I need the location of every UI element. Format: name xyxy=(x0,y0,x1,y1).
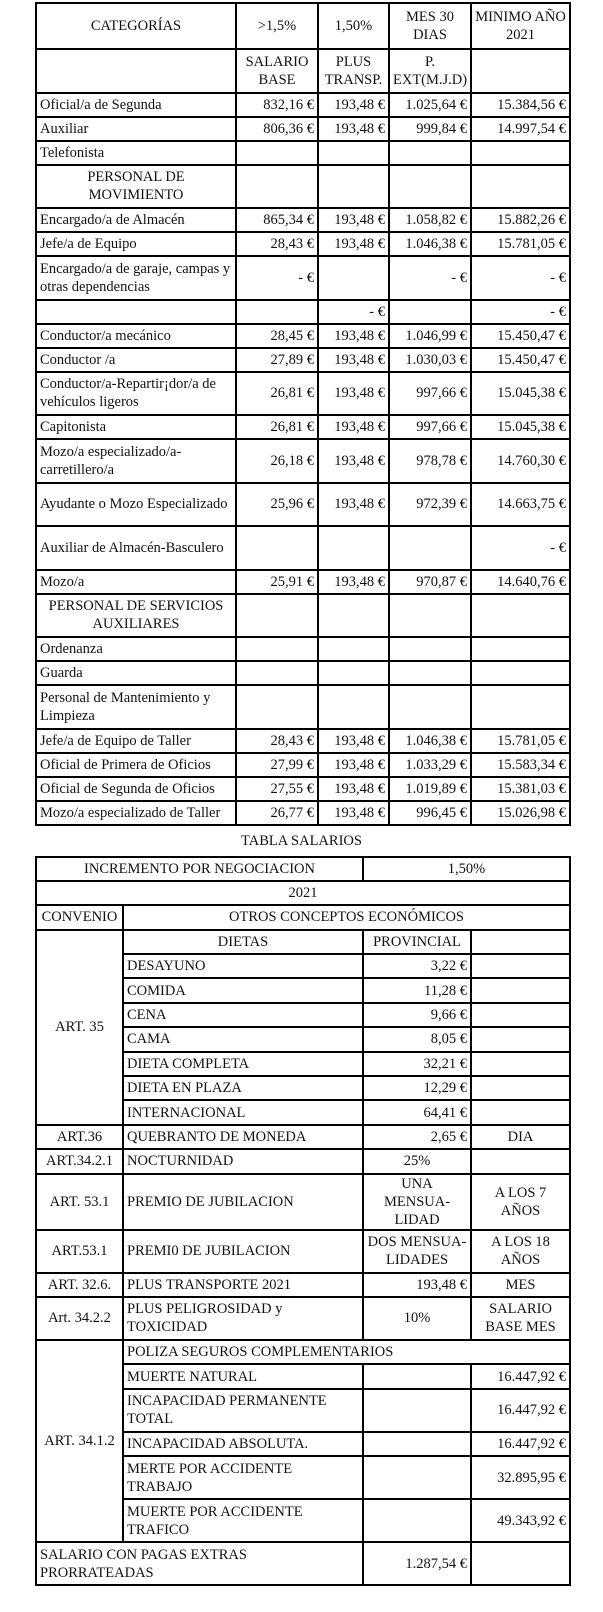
table-row xyxy=(36,165,570,209)
article-label: ART. 53.1 xyxy=(36,1174,123,1230)
subheader-empty-2 xyxy=(471,49,570,93)
dietas-header-row xyxy=(36,930,570,954)
concept-unit: SALARIO BASE MES xyxy=(471,1297,570,1340)
plus-transporte-cell: 193,48 € xyxy=(318,483,389,527)
table-row xyxy=(36,256,570,300)
plus-transporte-cell: 193,48 € xyxy=(318,324,389,348)
salario-base-cell xyxy=(236,594,318,638)
table-row xyxy=(36,594,570,638)
category-label: Auxiliar de Almacén-Basculero xyxy=(36,526,236,570)
article-label: ART.34.2.1 xyxy=(36,1149,123,1173)
article-label: ART.36 xyxy=(36,1125,123,1149)
dieta-label: INTERNACIONAL xyxy=(123,1100,363,1124)
table-row xyxy=(36,117,570,141)
plus-transporte-cell: 193,48 € xyxy=(318,348,389,372)
poliza-label: MUERTE NATURAL xyxy=(123,1364,363,1388)
concept-value: 2,65 € xyxy=(363,1125,471,1149)
empty-cell xyxy=(471,1542,570,1585)
dieta-label: DESAYUNO xyxy=(123,954,363,978)
empty-cell xyxy=(471,954,570,978)
increment-value: 1,50% xyxy=(363,857,570,881)
plus-transporte-cell xyxy=(318,526,389,570)
table-row xyxy=(36,526,570,570)
subheader-row xyxy=(36,49,570,93)
header-minimo: MINIMO AÑO 2021 xyxy=(471,3,570,49)
salario-base-cell: 28,43 € xyxy=(236,729,318,753)
dieta-value: 9,66 € xyxy=(363,1003,471,1027)
plus-transporte-cell: 193,48 € xyxy=(318,372,389,416)
table-row xyxy=(36,570,570,594)
table-row xyxy=(36,483,570,527)
salario-base-cell: 27,89 € xyxy=(236,348,318,372)
salario-base-cell: 28,43 € xyxy=(236,232,318,256)
concept-label: PREMI0 DE JUBILACION xyxy=(123,1230,363,1273)
salario-base-cell: 806,36 € xyxy=(236,117,318,141)
minimo-anual-cell: 15.882,26 € xyxy=(471,208,570,232)
category-label: Conductor/a-Repartir¡dor/a de vehículos ligeros xyxy=(36,372,236,416)
concept-unit: MES xyxy=(471,1273,570,1297)
year-row xyxy=(36,881,570,905)
plus-transporte-cell xyxy=(318,637,389,661)
empty-cell xyxy=(471,978,570,1002)
salario-base-cell xyxy=(236,165,318,209)
paga-extra-cell xyxy=(389,526,471,570)
empty-cell xyxy=(363,1499,471,1542)
paga-extra-cell: 972,39 € xyxy=(389,483,471,527)
minimo-anual-cell xyxy=(471,141,570,165)
paga-extra-cell: 996,45 € xyxy=(389,801,471,825)
paga-extra-cell xyxy=(389,300,471,324)
salario-base-cell: 25,91 € xyxy=(236,570,318,594)
minimo-anual-cell: 14.640,76 € xyxy=(471,570,570,594)
minimo-anual-cell: 15.384,56 € xyxy=(471,93,570,117)
art3412-label: ART. 34.1.2 xyxy=(36,1340,123,1542)
poliza-label: INCAPACIDAD PERMANENTE TOTAL xyxy=(123,1389,363,1432)
table-row xyxy=(36,324,570,348)
dieta-value: 11,28 € xyxy=(363,978,471,1002)
table-row xyxy=(36,208,570,232)
concept-unit: A LOS 7 AÑOS xyxy=(471,1174,570,1230)
salario-base-cell: 25,96 € xyxy=(236,483,318,527)
paga-extra-cell: 978,78 € xyxy=(389,439,471,483)
salario-base-cell: - € xyxy=(236,256,318,300)
minimo-anual-cell: 15.450,47 € xyxy=(471,324,570,348)
empty-cell xyxy=(471,1100,570,1124)
category-label: Oficial de Primera de Oficios xyxy=(36,753,236,777)
plus-transporte-cell: 193,48 € xyxy=(318,93,389,117)
plus-transporte-cell xyxy=(318,661,389,685)
paga-extra-cell xyxy=(389,594,471,638)
empty-cell xyxy=(471,1052,570,1076)
dieta-value: 64,41 € xyxy=(363,1100,471,1124)
concept-row xyxy=(36,1297,570,1340)
art35-label: ART. 35 xyxy=(36,930,123,1125)
minimo-anual-cell: - € xyxy=(471,526,570,570)
poliza-value: 32.895,95 € xyxy=(471,1456,570,1499)
paga-extra-cell: 1.046,99 € xyxy=(389,324,471,348)
table-row xyxy=(36,93,570,117)
empty-cell xyxy=(363,1456,471,1499)
salary-categories-table xyxy=(35,2,571,826)
plus-transporte-cell: 193,48 € xyxy=(318,801,389,825)
table-row xyxy=(36,348,570,372)
minimo-anual-cell: - € xyxy=(471,256,570,300)
plus-transporte-cell xyxy=(318,594,389,638)
table-row xyxy=(36,300,570,324)
paga-extra-cell: - € xyxy=(389,256,471,300)
concept-unit: DIA xyxy=(471,1125,570,1149)
plus-transporte-cell: 193,48 € xyxy=(318,439,389,483)
salario-base-cell: 865,34 € xyxy=(236,208,318,232)
minimo-anual-cell: 15.583,34 € xyxy=(471,753,570,777)
poliza-value: 16.447,92 € xyxy=(471,1389,570,1432)
plus-transporte-cell: - € xyxy=(318,300,389,324)
concept-label: NOCTURNIDAD xyxy=(123,1149,363,1173)
minimo-anual-cell: 15.781,05 € xyxy=(471,232,570,256)
category-label: Telefonista xyxy=(36,141,236,165)
table-row xyxy=(36,372,570,416)
convenio-row xyxy=(36,905,570,929)
plus-transporte-cell: 193,48 € xyxy=(318,117,389,141)
header-row xyxy=(36,3,570,49)
minimo-anual-cell xyxy=(471,165,570,209)
concept-unit xyxy=(471,1149,570,1173)
plus-transporte-cell xyxy=(318,685,389,729)
salario-base-cell: 26,81 € xyxy=(236,372,318,416)
category-label: Oficial de Segunda de Oficios xyxy=(36,777,236,801)
category-label: Jefe/a de Equipo de Taller xyxy=(36,729,236,753)
subheader-plus-transp: PLUS TRANSP. xyxy=(318,49,389,93)
category-label: Oficial/a de Segunda xyxy=(36,93,236,117)
table-row xyxy=(36,637,570,661)
salario-base-cell: 27,99 € xyxy=(236,753,318,777)
concept-value: UNA MENSUA-LIDAD xyxy=(363,1174,471,1230)
table-row xyxy=(36,141,570,165)
category-label: Mozo/a especializado/a-carretillero/a xyxy=(36,439,236,483)
category-label: Jefe/a de Equipo xyxy=(36,232,236,256)
header-increment: >1,5% xyxy=(236,3,318,49)
paga-extra-cell: 997,66 € xyxy=(389,372,471,416)
plus-transporte-cell xyxy=(318,165,389,209)
empty-cell xyxy=(363,1364,471,1388)
salario-base-cell: 832,16 € xyxy=(236,93,318,117)
dieta-value: 8,05 € xyxy=(363,1027,471,1051)
salario-base-cell: 26,18 € xyxy=(236,439,318,483)
minimo-anual-cell: - € xyxy=(471,300,570,324)
concept-row xyxy=(36,1174,570,1230)
paga-extra-cell: 999,84 € xyxy=(389,117,471,141)
section-heading: PERSONAL DE SERVICIOS AUXILIARES xyxy=(36,594,236,638)
dieta-value: 3,22 € xyxy=(363,954,471,978)
minimo-anual-cell xyxy=(471,637,570,661)
table-row xyxy=(36,753,570,777)
concept-label: PLUS TRANSPORTE 2021 xyxy=(123,1273,363,1297)
minimo-anual-cell: 15.045,38 € xyxy=(471,415,570,439)
empty-cell xyxy=(471,1003,570,1027)
minimo-anual-cell: 15.045,38 € xyxy=(471,372,570,416)
paga-extra-cell: 1.046,38 € xyxy=(389,232,471,256)
concept-label: QUEBRANTO DE MONEDA xyxy=(123,1125,363,1149)
dieta-value: 32,21 € xyxy=(363,1052,471,1076)
otros-conceptos-header: OTROS CONCEPTOS ECONÓMICOS xyxy=(123,905,570,929)
table-row xyxy=(36,661,570,685)
plus-transporte-cell: 193,48 € xyxy=(318,415,389,439)
salario-base-cell xyxy=(236,685,318,729)
category-label: Encargado/a de garaje, campas y otras dependencias xyxy=(36,256,236,300)
plus-transporte-cell: 193,48 € xyxy=(318,729,389,753)
other-concepts-table xyxy=(35,856,571,1587)
table-row xyxy=(36,801,570,825)
category-label: Encargado/a de Almacén xyxy=(36,208,236,232)
paga-extra-cell: 970,87 € xyxy=(389,570,471,594)
poliza-value: 16.447,92 € xyxy=(471,1364,570,1388)
provincial-header: PROVINCIAL xyxy=(363,930,471,954)
article-label: ART.53.1 xyxy=(36,1230,123,1273)
salario-label: SALARIO CON PAGAS EXTRAS PRORRATEADAS xyxy=(36,1542,363,1585)
salario-base-cell: 28,45 € xyxy=(236,324,318,348)
subheader-p-ext: P. EXT(M.J.D) xyxy=(389,49,471,93)
concept-unit: A LOS 18 AÑOS xyxy=(471,1230,570,1273)
minimo-anual-cell xyxy=(471,661,570,685)
table-row xyxy=(36,729,570,753)
plus-transporte-cell: 193,48 € xyxy=(318,208,389,232)
table-row xyxy=(36,439,570,483)
empty-cell xyxy=(471,1027,570,1051)
header-categorias: CATEGORÍAS xyxy=(36,3,236,49)
poliza-header: POLIZA SEGUROS COMPLEMENTARIOS xyxy=(123,1340,570,1364)
concept-value: 193,48 € xyxy=(363,1273,471,1297)
salario-row xyxy=(36,1542,570,1585)
empty-cell xyxy=(363,1389,471,1432)
empty-cell xyxy=(471,1076,570,1100)
minimo-anual-cell: 15.381,03 € xyxy=(471,777,570,801)
minimo-anual-cell: 15.781,05 € xyxy=(471,729,570,753)
table-title: TABLA SALARIOS xyxy=(241,832,362,849)
category-label: Guarda xyxy=(36,661,236,685)
salario-base-cell xyxy=(236,141,318,165)
salario-base-cell xyxy=(236,526,318,570)
subheader-empty xyxy=(36,49,236,93)
header-percent: 1,50% xyxy=(318,3,389,49)
concept-value: DOS MENSUA-LIDADES xyxy=(363,1230,471,1273)
paga-extra-cell xyxy=(389,661,471,685)
table-row xyxy=(36,685,570,729)
concept-row xyxy=(36,1149,570,1173)
category-label: Personal de Mantenimiento y Limpieza xyxy=(36,685,236,729)
dieta-label: DIETA COMPLETA xyxy=(123,1052,363,1076)
dieta-label: CENA xyxy=(123,1003,363,1027)
category-label: Mozo/a especializado de Taller xyxy=(36,801,236,825)
article-label: ART. 32.6. xyxy=(36,1273,123,1297)
plus-transporte-cell: 193,48 € xyxy=(318,753,389,777)
paga-extra-cell: 1.030,03 € xyxy=(389,348,471,372)
category-label: Mozo/a xyxy=(36,570,236,594)
paga-extra-cell xyxy=(389,141,471,165)
plus-transporte-cell: 193,48 € xyxy=(318,777,389,801)
subheader-salario-base: SALARIO BASE xyxy=(236,49,318,93)
concept-value: 25% xyxy=(363,1149,471,1173)
table-row xyxy=(36,232,570,256)
concept-row xyxy=(36,1230,570,1273)
empty-cell xyxy=(471,930,570,954)
paga-extra-cell: 997,66 € xyxy=(389,415,471,439)
header-mes: MES 30 DIAS xyxy=(389,3,471,49)
salario-base-cell xyxy=(236,637,318,661)
table-row xyxy=(36,777,570,801)
poliza-label: MERTE POR ACCIDENTE TRABAJO xyxy=(123,1456,363,1499)
paga-extra-cell: 1.046,38 € xyxy=(389,729,471,753)
dietas-header: DIETAS xyxy=(123,930,363,954)
concept-value: 10% xyxy=(363,1297,471,1340)
minimo-anual-cell: 15.026,98 € xyxy=(471,801,570,825)
poliza-label: INCAPACIDAD ABSOLUTA. xyxy=(123,1432,363,1456)
minimo-anual-cell: 14.760,30 € xyxy=(471,439,570,483)
dieta-label: DIETA EN PLAZA xyxy=(123,1076,363,1100)
category-label: Auxiliar xyxy=(36,117,236,141)
plus-transporte-cell: 193,48 € xyxy=(318,570,389,594)
convenio-header: CONVENIO xyxy=(36,905,123,929)
concept-row xyxy=(36,1125,570,1149)
dieta-value: 12,29 € xyxy=(363,1076,471,1100)
paga-extra-cell xyxy=(389,637,471,661)
salario-base-cell xyxy=(236,300,318,324)
category-label: Ordenanza xyxy=(36,637,236,661)
concept-label: PLUS PELIGROSIDAD y TOXICIDAD xyxy=(123,1297,363,1340)
paga-extra-cell xyxy=(389,165,471,209)
category-label xyxy=(36,300,236,324)
poliza-label: MUERTE POR ACCIDENTE TRAFICO xyxy=(123,1499,363,1542)
increment-row xyxy=(36,857,570,881)
increment-label: INCREMENTO POR NEGOCIACION xyxy=(36,857,363,881)
concept-row xyxy=(36,1273,570,1297)
salario-base-cell xyxy=(236,661,318,685)
empty-cell xyxy=(363,1432,471,1456)
plus-transporte-cell: 193,48 € xyxy=(318,232,389,256)
plus-transporte-cell xyxy=(318,256,389,300)
paga-extra-cell: 1.058,82 € xyxy=(389,208,471,232)
paga-extra-cell xyxy=(389,685,471,729)
salario-base-cell: 26,81 € xyxy=(236,415,318,439)
poliza-header-row xyxy=(36,1340,570,1364)
article-label: Art. 34.2.2 xyxy=(36,1297,123,1340)
poliza-value: 16.447,92 € xyxy=(471,1432,570,1456)
paga-extra-cell: 1.019,89 € xyxy=(389,777,471,801)
category-label: Conductor /a xyxy=(36,348,236,372)
minimo-anual-cell: 14.663,75 € xyxy=(471,483,570,527)
salario-base-cell: 26,77 € xyxy=(236,801,318,825)
dieta-label: COMIDA xyxy=(123,978,363,1002)
minimo-anual-cell xyxy=(471,685,570,729)
minimo-anual-cell: 14.997,54 € xyxy=(471,117,570,141)
category-label: Conductor/a mecánico xyxy=(36,324,236,348)
salario-base-cell: 27,55 € xyxy=(236,777,318,801)
salario-value: 1.287,54 € xyxy=(363,1542,471,1585)
category-label: Capitonista xyxy=(36,415,236,439)
poliza-value: 49.343,92 € xyxy=(471,1499,570,1542)
section-heading: PERSONAL DE MOVIMIENTO xyxy=(36,165,236,209)
minimo-anual-cell xyxy=(471,594,570,638)
dieta-label: CAMA xyxy=(123,1027,363,1051)
category-label: Ayudante o Mozo Especializado xyxy=(36,483,236,527)
minimo-anual-cell: 15.450,47 € xyxy=(471,348,570,372)
plus-transporte-cell xyxy=(318,141,389,165)
paga-extra-cell: 1.025,64 € xyxy=(389,93,471,117)
concept-label: PREMIO DE JUBILACION xyxy=(123,1174,363,1230)
table-row xyxy=(36,415,570,439)
year: 2021 xyxy=(36,881,570,905)
paga-extra-cell: 1.033,29 € xyxy=(389,753,471,777)
